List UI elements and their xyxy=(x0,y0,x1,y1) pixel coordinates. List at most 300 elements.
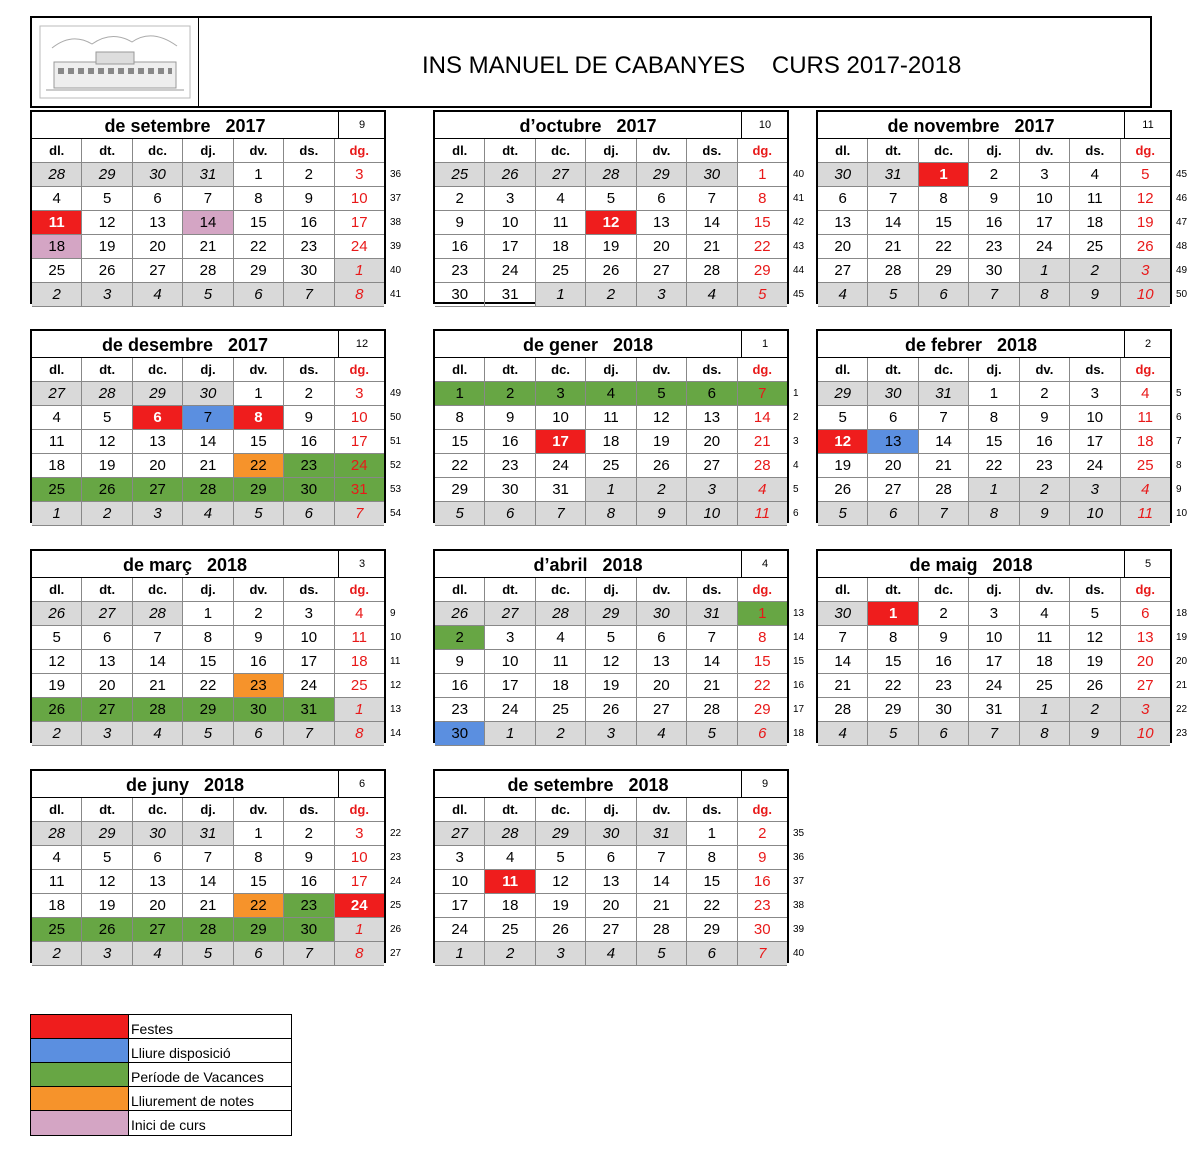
day-cell: 5 xyxy=(818,502,868,526)
day-cell: 16 xyxy=(738,870,787,894)
day-cell: 3 xyxy=(82,942,132,966)
week-number: 36 xyxy=(390,169,402,180)
week-row xyxy=(818,211,1170,235)
weekday-header: dg. xyxy=(738,139,787,163)
week-number: 41 xyxy=(793,193,805,204)
day-cell: 27 xyxy=(133,478,183,502)
day-cell: 22 xyxy=(687,894,737,918)
day-cell: 24 xyxy=(284,674,334,698)
day-cell: 1 xyxy=(586,478,636,502)
week-number: 50 xyxy=(1176,289,1188,300)
day-cell: 31 xyxy=(868,163,918,187)
day-cell: 29 xyxy=(234,918,284,942)
day-cell: 4 xyxy=(183,502,233,526)
day-cell: 7 xyxy=(969,283,1019,307)
legend-swatch xyxy=(31,1111,129,1135)
day-cell: 9 xyxy=(738,846,787,870)
day-cell: 26 xyxy=(536,918,586,942)
day-cell: 3 xyxy=(536,942,586,966)
week-number: 39 xyxy=(793,924,805,935)
weekday-header: dl. xyxy=(32,798,82,822)
week-number: 49 xyxy=(1176,265,1188,276)
day-cell: 19 xyxy=(82,454,132,478)
month-title: de juny 2018 xyxy=(125,775,245,795)
weekday-header: dl. xyxy=(435,358,485,382)
weekday-header-row xyxy=(435,798,787,822)
day-cell: 25 xyxy=(1020,674,1070,698)
weekday-header: dg. xyxy=(1121,578,1170,602)
weekday-header-row xyxy=(435,358,787,382)
day-cell: 5 xyxy=(435,502,485,526)
month-title: de desembre 2017 xyxy=(101,335,269,355)
day-cell: 5 xyxy=(738,283,787,307)
weekday-header: dv. xyxy=(234,358,284,382)
day-cell: 26 xyxy=(1070,674,1120,698)
day-cell: 6 xyxy=(818,187,868,211)
day-cell: 30 xyxy=(485,478,535,502)
day-cell: 12 xyxy=(586,211,636,235)
week-row xyxy=(818,454,1170,478)
month-title: de febrer 2018 xyxy=(904,335,1038,355)
day-cell: 2 xyxy=(284,382,334,406)
day-cell: 9 xyxy=(1020,406,1070,430)
weekday-header: ds. xyxy=(284,798,334,822)
day-cell: 31 xyxy=(485,283,535,307)
legend-swatch xyxy=(31,1039,129,1062)
day-cell: 31 xyxy=(637,822,687,846)
day-cell: 12 xyxy=(637,406,687,430)
week-row xyxy=(818,502,1170,526)
day-cell: 3 xyxy=(335,163,384,187)
week-number: 5 xyxy=(793,484,799,495)
day-cell: 27 xyxy=(133,918,183,942)
weekday-header: dv. xyxy=(637,139,687,163)
day-cell: 16 xyxy=(1020,430,1070,454)
day-cell: 30 xyxy=(637,602,687,626)
day-cell: 17 xyxy=(536,430,586,454)
day-cell: 5 xyxy=(818,406,868,430)
day-cell: 30 xyxy=(969,259,1019,283)
weekday-header: dj. xyxy=(183,139,233,163)
day-cell: 2 xyxy=(435,626,485,650)
day-cell: 23 xyxy=(919,674,969,698)
day-cell: 6 xyxy=(919,722,969,746)
day-cell: 10 xyxy=(687,502,737,526)
day-cell: 15 xyxy=(234,430,284,454)
day-cell: 23 xyxy=(1020,454,1070,478)
day-cell: 10 xyxy=(1121,283,1170,307)
weekday-header: dc. xyxy=(919,358,969,382)
day-cell: 11 xyxy=(1121,406,1170,430)
week-row xyxy=(435,722,787,746)
day-cell: 4 xyxy=(637,722,687,746)
week-row xyxy=(435,430,787,454)
day-cell: 28 xyxy=(738,454,787,478)
month-header xyxy=(435,771,787,798)
week-row xyxy=(435,259,787,283)
month-header xyxy=(818,112,1170,139)
legend-item xyxy=(31,1063,291,1087)
day-cell: 5 xyxy=(1121,163,1170,187)
day-cell: 3 xyxy=(133,502,183,526)
month-title: de maig 2018 xyxy=(909,555,1033,575)
day-cell: 7 xyxy=(687,187,737,211)
day-cell: 3 xyxy=(687,478,737,502)
day-cell: 2 xyxy=(284,163,334,187)
day-cell: 5 xyxy=(183,942,233,966)
month-number: 3 xyxy=(338,551,385,577)
day-cell: 4 xyxy=(32,187,82,211)
week-number: 22 xyxy=(1176,704,1188,715)
day-cell: 9 xyxy=(1070,722,1120,746)
day-cell: 10 xyxy=(1020,187,1070,211)
week-row xyxy=(32,283,384,307)
weekday-header: dl. xyxy=(818,578,868,602)
day-cell: 7 xyxy=(919,502,969,526)
day-cell: 9 xyxy=(1020,502,1070,526)
day-cell: 8 xyxy=(234,846,284,870)
day-cell: 27 xyxy=(637,698,687,722)
week-number: 27 xyxy=(390,948,402,959)
day-cell: 29 xyxy=(133,382,183,406)
weekday-header: dt. xyxy=(868,578,918,602)
week-number: 38 xyxy=(793,900,805,911)
month-header xyxy=(32,331,384,358)
day-cell: 31 xyxy=(969,698,1019,722)
week-row xyxy=(435,406,787,430)
month-header xyxy=(32,551,384,578)
day-cell: 19 xyxy=(637,430,687,454)
week-row xyxy=(435,187,787,211)
week-number: 4 xyxy=(793,460,799,471)
day-cell: 14 xyxy=(183,430,233,454)
day-cell: 24 xyxy=(536,454,586,478)
week-row xyxy=(32,382,384,406)
day-cell: 27 xyxy=(82,698,132,722)
month-number: 1 xyxy=(741,331,788,357)
day-cell: 29 xyxy=(234,478,284,502)
day-cell: 7 xyxy=(183,846,233,870)
day-cell: 16 xyxy=(435,674,485,698)
week-number: 42 xyxy=(793,217,805,228)
day-cell: 27 xyxy=(485,602,535,626)
day-cell: 2 xyxy=(82,502,132,526)
day-cell: 13 xyxy=(637,211,687,235)
week-row xyxy=(818,626,1170,650)
day-cell: 20 xyxy=(1121,650,1170,674)
month-calendar xyxy=(433,769,789,963)
school-logo xyxy=(32,18,199,106)
day-cell: 28 xyxy=(32,163,82,187)
day-cell: 3 xyxy=(586,722,636,746)
day-cell: 29 xyxy=(234,259,284,283)
weekday-header: dj. xyxy=(183,358,233,382)
day-cell: 8 xyxy=(335,283,384,307)
weekday-header: ds. xyxy=(284,139,334,163)
day-cell: 5 xyxy=(586,626,636,650)
day-cell: 18 xyxy=(586,430,636,454)
weekday-header: dc. xyxy=(536,358,586,382)
week-row xyxy=(32,187,384,211)
day-cell: 13 xyxy=(586,870,636,894)
day-cell: 7 xyxy=(284,283,334,307)
day-cell: 4 xyxy=(485,846,535,870)
day-cell: 2 xyxy=(32,283,82,307)
day-cell: 22 xyxy=(234,894,284,918)
day-cell: 12 xyxy=(32,650,82,674)
week-row xyxy=(32,430,384,454)
day-cell: 28 xyxy=(687,698,737,722)
day-cell: 2 xyxy=(1070,259,1120,283)
weekday-header: dl. xyxy=(435,139,485,163)
week-row xyxy=(32,722,384,746)
day-cell: 12 xyxy=(82,870,132,894)
day-cell: 6 xyxy=(234,722,284,746)
day-cell: 11 xyxy=(738,502,787,526)
day-cell: 10 xyxy=(969,626,1019,650)
week-row xyxy=(818,259,1170,283)
day-cell: 16 xyxy=(284,870,334,894)
weekday-header: dt. xyxy=(868,139,918,163)
month-number: 9 xyxy=(741,771,788,797)
week-number: 17 xyxy=(793,704,805,715)
month-number: 10 xyxy=(741,112,788,138)
day-cell: 2 xyxy=(32,722,82,746)
day-cell: 28 xyxy=(868,259,918,283)
day-cell: 4 xyxy=(1121,382,1170,406)
day-cell: 4 xyxy=(1020,602,1070,626)
weekday-header: dv. xyxy=(637,358,687,382)
day-cell: 2 xyxy=(284,822,334,846)
month-calendar xyxy=(816,110,1172,304)
week-row xyxy=(32,846,384,870)
day-cell: 5 xyxy=(868,283,918,307)
month-title: de setembre 2017 xyxy=(104,116,266,136)
day-cell: 30 xyxy=(738,918,787,942)
week-row xyxy=(818,602,1170,626)
day-cell: 20 xyxy=(687,430,737,454)
day-cell: 27 xyxy=(133,259,183,283)
day-cell: 14 xyxy=(738,406,787,430)
day-cell: 24 xyxy=(969,674,1019,698)
day-cell: 18 xyxy=(32,454,82,478)
day-cell: 19 xyxy=(586,674,636,698)
week-number: 18 xyxy=(793,728,805,739)
week-number: 22 xyxy=(390,828,402,839)
weekday-header-row xyxy=(32,798,384,822)
day-cell: 28 xyxy=(586,163,636,187)
day-cell: 8 xyxy=(183,626,233,650)
day-cell: 1 xyxy=(738,163,787,187)
day-cell: 21 xyxy=(183,235,233,259)
day-cell: 20 xyxy=(82,674,132,698)
day-cell: 11 xyxy=(32,430,82,454)
day-cell: 11 xyxy=(1070,187,1120,211)
month-header xyxy=(435,112,787,139)
weekday-header-row xyxy=(818,358,1170,382)
week-number: 12 xyxy=(390,680,402,691)
day-cell: 5 xyxy=(637,382,687,406)
day-cell: 28 xyxy=(687,259,737,283)
weekday-header: dc. xyxy=(536,798,586,822)
day-cell: 24 xyxy=(485,259,535,283)
day-cell: 17 xyxy=(1070,430,1120,454)
day-cell: 8 xyxy=(738,187,787,211)
week-number: 23 xyxy=(1176,728,1188,739)
day-cell: 20 xyxy=(133,454,183,478)
day-cell: 7 xyxy=(335,502,384,526)
day-cell: 11 xyxy=(32,870,82,894)
weekday-header: dl. xyxy=(818,139,868,163)
day-cell: 20 xyxy=(133,894,183,918)
day-cell: 21 xyxy=(183,894,233,918)
day-cell: 2 xyxy=(637,478,687,502)
week-number: 14 xyxy=(793,632,805,643)
day-cell: 17 xyxy=(485,235,535,259)
day-cell: 25 xyxy=(32,259,82,283)
day-cell: 2 xyxy=(536,722,586,746)
day-cell: 6 xyxy=(82,626,132,650)
weekday-header: dv. xyxy=(637,798,687,822)
day-cell: 9 xyxy=(435,650,485,674)
weekday-header: dt. xyxy=(82,798,132,822)
day-cell: 5 xyxy=(536,846,586,870)
day-cell: 13 xyxy=(818,211,868,235)
day-cell: 24 xyxy=(335,454,384,478)
day-cell: 4 xyxy=(32,846,82,870)
day-cell: 9 xyxy=(637,502,687,526)
day-cell: 11 xyxy=(335,626,384,650)
day-cell: 1 xyxy=(969,478,1019,502)
week-number: 21 xyxy=(1176,680,1188,691)
day-cell: 22 xyxy=(234,454,284,478)
day-cell: 28 xyxy=(133,602,183,626)
legend-label: Inici de curs xyxy=(131,1117,206,1133)
week-number: 9 xyxy=(390,608,396,619)
day-cell: 10 xyxy=(335,846,384,870)
day-cell: 19 xyxy=(1070,650,1120,674)
day-cell: 18 xyxy=(335,650,384,674)
week-number: 2 xyxy=(793,412,799,423)
weekday-header: dv. xyxy=(637,578,687,602)
day-cell: 19 xyxy=(818,454,868,478)
week-number: 6 xyxy=(793,508,799,519)
weekday-header-row xyxy=(32,358,384,382)
day-cell: 1 xyxy=(183,602,233,626)
day-cell: 7 xyxy=(284,722,334,746)
day-cell: 30 xyxy=(435,722,485,746)
weekday-header: ds. xyxy=(687,139,737,163)
day-cell: 12 xyxy=(82,430,132,454)
day-cell: 27 xyxy=(868,478,918,502)
weekday-header: ds. xyxy=(284,358,334,382)
day-cell: 1 xyxy=(536,283,586,307)
day-cell: 7 xyxy=(738,382,787,406)
week-row xyxy=(435,382,787,406)
weekday-header-row xyxy=(818,578,1170,602)
day-cell: 13 xyxy=(637,650,687,674)
day-cell: 9 xyxy=(435,211,485,235)
week-number: 20 xyxy=(1176,656,1188,667)
week-number: 3 xyxy=(793,436,799,447)
week-row xyxy=(435,918,787,942)
day-cell: 1 xyxy=(1020,698,1070,722)
day-cell: 5 xyxy=(82,406,132,430)
day-cell: 20 xyxy=(586,894,636,918)
day-cell: 13 xyxy=(687,406,737,430)
day-cell: 22 xyxy=(234,235,284,259)
day-cell: 27 xyxy=(32,382,82,406)
day-cell: 29 xyxy=(82,822,132,846)
weekday-header: dt. xyxy=(868,358,918,382)
calendar-header xyxy=(30,16,1152,108)
day-cell: 8 xyxy=(738,626,787,650)
day-cell: 9 xyxy=(969,187,1019,211)
week-row xyxy=(818,478,1170,502)
day-cell: 11 xyxy=(536,650,586,674)
day-cell: 28 xyxy=(818,698,868,722)
month-header xyxy=(818,331,1170,358)
weekday-header: dv. xyxy=(1020,578,1070,602)
day-cell: 27 xyxy=(435,822,485,846)
day-cell: 7 xyxy=(919,406,969,430)
day-cell: 23 xyxy=(738,894,787,918)
month-title: de novembre 2017 xyxy=(887,116,1055,136)
day-cell: 18 xyxy=(1070,211,1120,235)
week-row xyxy=(32,698,384,722)
legend xyxy=(30,1014,292,1136)
day-cell: 6 xyxy=(1121,602,1170,626)
day-cell: 30 xyxy=(818,163,868,187)
day-cell: 4 xyxy=(586,942,636,966)
day-cell: 3 xyxy=(637,283,687,307)
day-cell: 21 xyxy=(687,674,737,698)
day-cell: 21 xyxy=(637,894,687,918)
weekday-header: dj. xyxy=(969,578,1019,602)
day-cell: 4 xyxy=(818,283,868,307)
day-cell: 14 xyxy=(133,650,183,674)
day-cell: 31 xyxy=(284,698,334,722)
week-row xyxy=(818,674,1170,698)
day-cell: 15 xyxy=(234,211,284,235)
day-cell: 3 xyxy=(335,822,384,846)
day-cell: 4 xyxy=(536,626,586,650)
day-cell: 28 xyxy=(919,478,969,502)
day-cell: 25 xyxy=(536,698,586,722)
weekday-header: ds. xyxy=(687,798,737,822)
week-row xyxy=(32,211,384,235)
week-row xyxy=(435,846,787,870)
day-cell: 28 xyxy=(183,259,233,283)
day-cell: 27 xyxy=(82,602,132,626)
day-cell: 10 xyxy=(335,187,384,211)
day-cell: 17 xyxy=(335,430,384,454)
day-cell: 25 xyxy=(32,918,82,942)
day-cell: 6 xyxy=(133,406,183,430)
week-row xyxy=(818,187,1170,211)
week-number: 37 xyxy=(390,193,402,204)
day-cell: 2 xyxy=(969,163,1019,187)
day-cell: 6 xyxy=(637,187,687,211)
day-cell: 5 xyxy=(868,722,918,746)
day-cell: 29 xyxy=(919,259,969,283)
weekday-header: dl. xyxy=(32,578,82,602)
weekday-header: dj. xyxy=(969,358,1019,382)
day-cell: 18 xyxy=(32,235,82,259)
week-number: 54 xyxy=(390,508,402,519)
day-cell: 14 xyxy=(919,430,969,454)
week-number: 24 xyxy=(390,876,402,887)
